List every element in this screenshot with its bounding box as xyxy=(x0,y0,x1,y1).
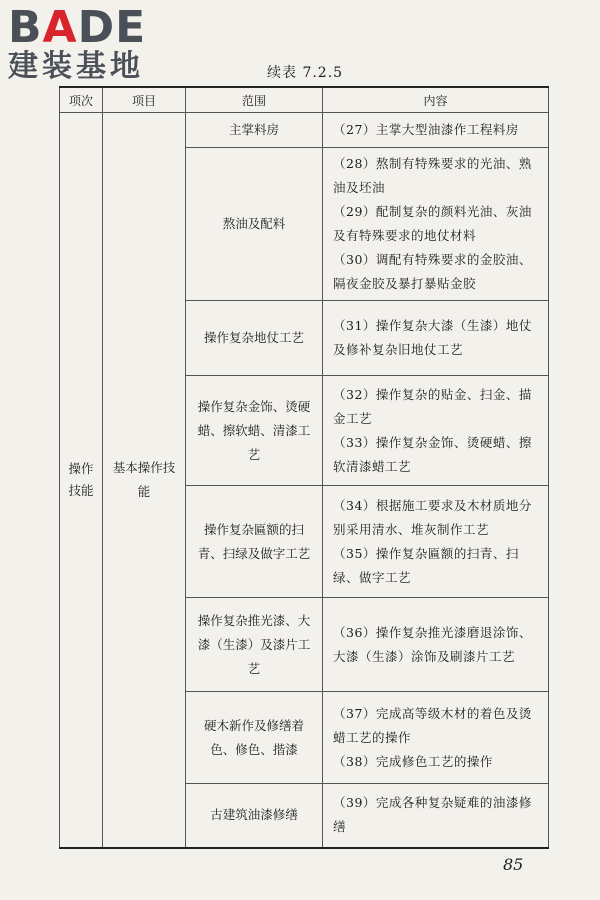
content-cell xyxy=(323,598,549,692)
content-line: （31）操作复杂大漆（生漆）地仗及修补复杂旧地仗工艺 xyxy=(333,318,532,357)
content-cell xyxy=(323,148,549,301)
content-line: （35）操作复杂匾额的扫青、扫绿、做字工艺 xyxy=(333,545,519,585)
page-number: 85 xyxy=(503,855,524,874)
content-line: （36）操作复杂推光漆磨退涂饰、大漆（生漆）涂饰及刷漆片工艺 xyxy=(333,624,532,664)
content-line: （38）完成修色工艺的操作 xyxy=(333,753,493,769)
content-line: （30）调配有特殊要求的金胶油、隔夜金胶及暴打暴贴金胶 xyxy=(333,252,532,291)
brand-logo xyxy=(8,2,178,84)
content-cell xyxy=(323,486,549,598)
item-cell: 基本操作技能 xyxy=(103,113,186,848)
scope-cell: 操作复杂金饰、烫硬蜡、擦软蜡、清漆工艺 xyxy=(186,376,323,486)
content-cell xyxy=(323,376,549,486)
scope-cell: 熬油及配料 xyxy=(186,148,323,301)
skills-table xyxy=(59,86,549,849)
scope-cell: 操作复杂推光漆、大漆（生漆）及漆片工艺 xyxy=(186,598,323,692)
content-line: （33）操作复杂金饰、烫硬蜡、擦软清漆蜡工艺 xyxy=(333,434,532,474)
header-item: 项目 xyxy=(103,87,186,113)
content-line: （39）完成各种复杂疑难的油漆修缮 xyxy=(333,795,532,835)
scope-cell: 操作复杂匾额的扫青、扫绿及做字工艺 xyxy=(186,486,323,598)
table-header-row xyxy=(60,87,549,113)
logo-subtitle: 建装基地 xyxy=(8,49,144,84)
header-content: 内容 xyxy=(323,87,549,113)
content-cell xyxy=(323,301,549,376)
content-line: （28）熬制有特殊要求的光油、熟油及坯油 xyxy=(333,156,532,195)
logo-wordmark: BADE xyxy=(8,2,147,53)
content-line: （27）主掌大型油漆作工程料房 xyxy=(333,122,519,137)
table-title: 续表 7.2.5 xyxy=(267,65,344,81)
scope-cell: 古建筑油漆修缮 xyxy=(186,784,323,848)
scope-cell: 操作复杂地仗工艺 xyxy=(186,301,323,376)
content-line: （37）完成高等级木材的着色及烫蜡工艺的操作 xyxy=(333,705,532,745)
content-cell xyxy=(323,692,549,784)
category-cell: 操作技能 xyxy=(60,113,103,848)
header-scope: 范围 xyxy=(186,87,323,113)
content-line: （29）配制复杂的颜料光油、灰油及有特殊要求的地仗材料 xyxy=(333,204,532,243)
content-line: （34）根据施工要求及木材质地分别采用清水、堆灰制作工艺 xyxy=(333,497,532,537)
scope-cell: 硬木新作及修缮着色、修色、揩漆 xyxy=(186,692,323,784)
scope-cell: 主掌料房 xyxy=(186,113,323,148)
content-cell xyxy=(323,113,549,148)
table-row xyxy=(60,113,549,148)
header-index: 项次 xyxy=(60,87,103,113)
content-line: （32）操作复杂的贴金、扫金、描金工艺 xyxy=(333,386,532,426)
content-cell xyxy=(323,784,549,848)
